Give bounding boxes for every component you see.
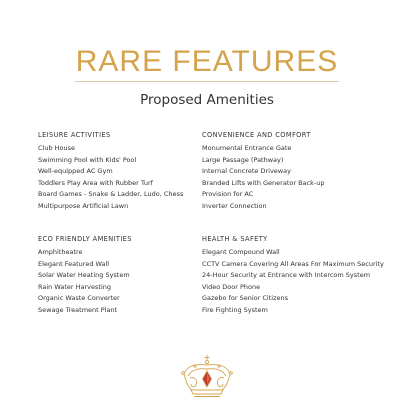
section-heading: ECO FRIENDLY AMENITIES <box>38 235 132 243</box>
section-heading: HEALTH & SAFETY <box>202 235 268 243</box>
list-item: Elegant Featured Wall <box>38 259 110 268</box>
list-item: Inverter Connection <box>202 201 267 210</box>
list-item: Video Door Phone <box>202 282 261 291</box>
amenity-list <box>202 143 392 212</box>
list-item: Multipurpose Artificial Lawn <box>38 201 129 210</box>
list-item: Branded Lifts with Generator Back-up <box>202 178 325 187</box>
list-item: Large Passage (Pathway) <box>202 155 284 164</box>
list-item: Rain Water Harvesting <box>38 282 112 291</box>
list-item: Provision for AC <box>202 190 254 198</box>
amenity-list <box>38 247 228 316</box>
amenity-list <box>38 143 228 212</box>
list-item: Internal Concrete Driveway <box>202 167 291 175</box>
list-item: Board Games - Snake & Ladder, Ludo, Chess <box>38 190 184 198</box>
section-convenience-comfort <box>202 130 392 212</box>
list-item: Amphitheatre <box>38 248 83 256</box>
section-health-safety <box>202 234 392 316</box>
section-leisure-activities <box>38 130 228 212</box>
amenity-list <box>202 247 392 316</box>
crown-icon <box>178 354 236 400</box>
list-item: Sewage Treatment Plant <box>38 305 118 314</box>
list-item: Fire Fighting System <box>202 305 268 314</box>
list-item: Toddlers Play Area with Rubber Turf <box>38 178 153 187</box>
section-eco-friendly-amenities <box>38 234 228 316</box>
page-title: RARE FEATURES <box>75 45 339 78</box>
list-item: Monumental Entrance Gate <box>202 144 292 152</box>
section-heading: LEISURE ACTIVITIES <box>38 131 111 139</box>
list-item: Gazebo for Senior Citizens <box>202 294 288 302</box>
list-item: 24-Hour Security at Entrance with Intercom System <box>202 271 371 279</box>
list-item: Organic Waste Converter <box>38 294 120 302</box>
title-divider <box>75 81 339 82</box>
list-item: CCTV Camera Covering All Areas For Maximum Security <box>202 259 384 268</box>
list-item: Solar Water Heating System <box>38 271 130 279</box>
list-item: Well-equipped AC Gym <box>38 167 113 175</box>
list-item: Swimming Pool with Kids' Pool <box>38 155 137 164</box>
list-item: Club House <box>38 144 76 152</box>
section-heading: CONVENIENCE AND COMFORT <box>202 131 311 139</box>
list-item: Elegant Compound Wall <box>202 248 280 256</box>
page-subtitle: Proposed Amenities <box>140 92 274 108</box>
